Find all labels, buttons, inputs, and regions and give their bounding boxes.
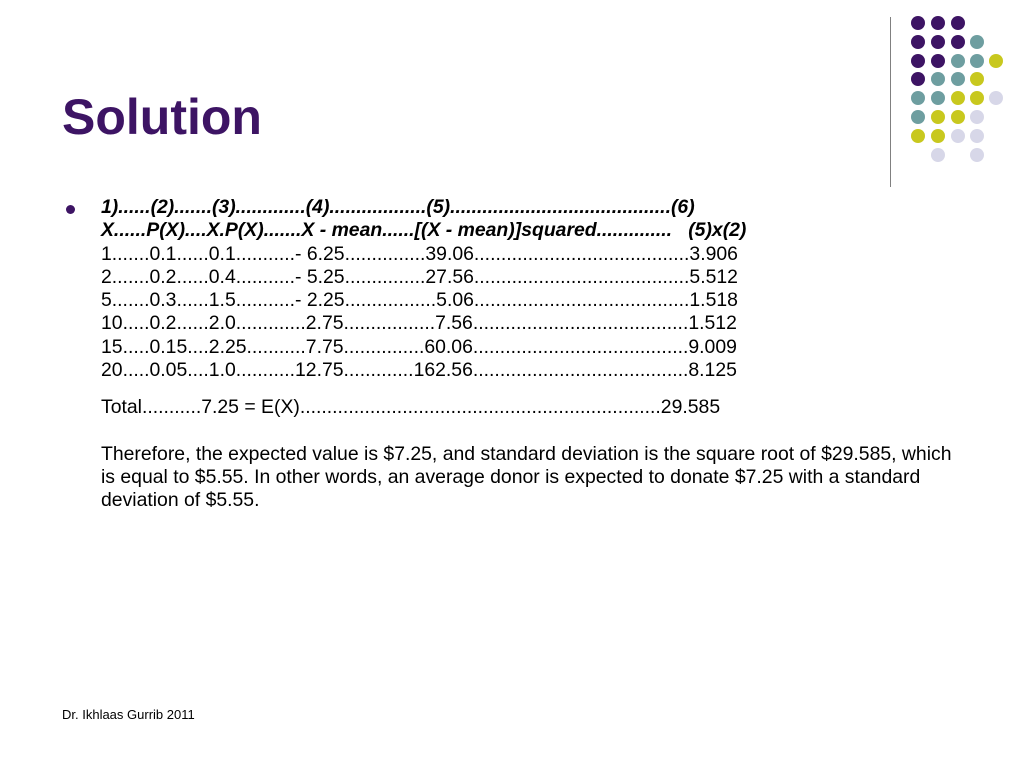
- page-title: Solution: [62, 89, 262, 145]
- table-row: 10.....0.2......2.0.............2.75.................7.56........................................1.512: [101, 312, 737, 335]
- table-row: 20.....0.05....1.0...........12.75.............162.56........................................8.125: [101, 359, 737, 382]
- decorative-dot: [970, 91, 984, 105]
- footer-author: Dr. Ikhlaas Gurrib 2011: [62, 707, 195, 722]
- table-header-row: 1)......(2).......(3).............(4)..................(5).........................................(6): [101, 196, 695, 218]
- table-row: 1.......0.1......0.1...........- 6.25...............39.06........................................3.906: [101, 242, 738, 265]
- decorative-dot: [951, 72, 965, 86]
- decorative-dot: [989, 54, 1003, 68]
- decorative-dot: [911, 110, 925, 124]
- decorative-dot: [951, 129, 965, 143]
- decorative-dot: [911, 54, 925, 68]
- table-row: 5.......0.3......1.5...........- 2.25.................5.06........................................1.518: [101, 289, 738, 312]
- decorative-dot: [911, 35, 925, 49]
- divider-line: [890, 17, 891, 187]
- decorative-dot: [911, 129, 925, 143]
- decorative-dot: [951, 91, 965, 105]
- decorative-dot: [931, 72, 945, 86]
- decorative-dot: [970, 54, 984, 68]
- decorative-dot: [911, 72, 925, 86]
- decorative-dot: [911, 91, 925, 105]
- decorative-dot: [931, 129, 945, 143]
- total-line: Total...........7.25 = E(X)...................................................................29.585: [101, 396, 721, 419]
- decorative-dot: [989, 91, 1003, 105]
- decorative-dot: [951, 35, 965, 49]
- decorative-dot: [911, 16, 925, 30]
- decorative-dot: [931, 110, 945, 124]
- decorative-dot: [931, 35, 945, 49]
- decorative-dot: [970, 129, 984, 143]
- decorative-dot: [951, 54, 965, 68]
- decorative-dot: [931, 91, 945, 105]
- decorative-dot: [931, 16, 945, 30]
- decorative-dot: [970, 72, 984, 86]
- table-row: 2.......0.2......0.4...........- 5.25...............27.56........................................5.512: [101, 265, 738, 288]
- decorative-dot: [970, 110, 984, 124]
- decorative-dot: [931, 54, 945, 68]
- conclusion-paragraph: Therefore, the expected value is $7.25, and standard deviation is the square root of $29.585, which is equal to $5.55. In other words, an average donor is expected to donate $7.25 with a standard deviation of $5.55.: [101, 442, 952, 512]
- decorative-dot: [970, 35, 984, 49]
- bullet-icon: [66, 205, 75, 214]
- solution-body: [101, 196, 981, 513]
- decorative-dot: [951, 16, 965, 30]
- table-subheader-row: X......P(X)....X.P(X).......X - mean......[(X - mean)]squared.............. (5)x(2): [101, 219, 747, 242]
- table-row: 15.....0.15....2.25...........7.75...............60.06........................................9.009: [101, 335, 737, 358]
- decorative-dot: [970, 148, 984, 162]
- decorative-dot: [951, 110, 965, 124]
- decorative-dot: [931, 148, 945, 162]
